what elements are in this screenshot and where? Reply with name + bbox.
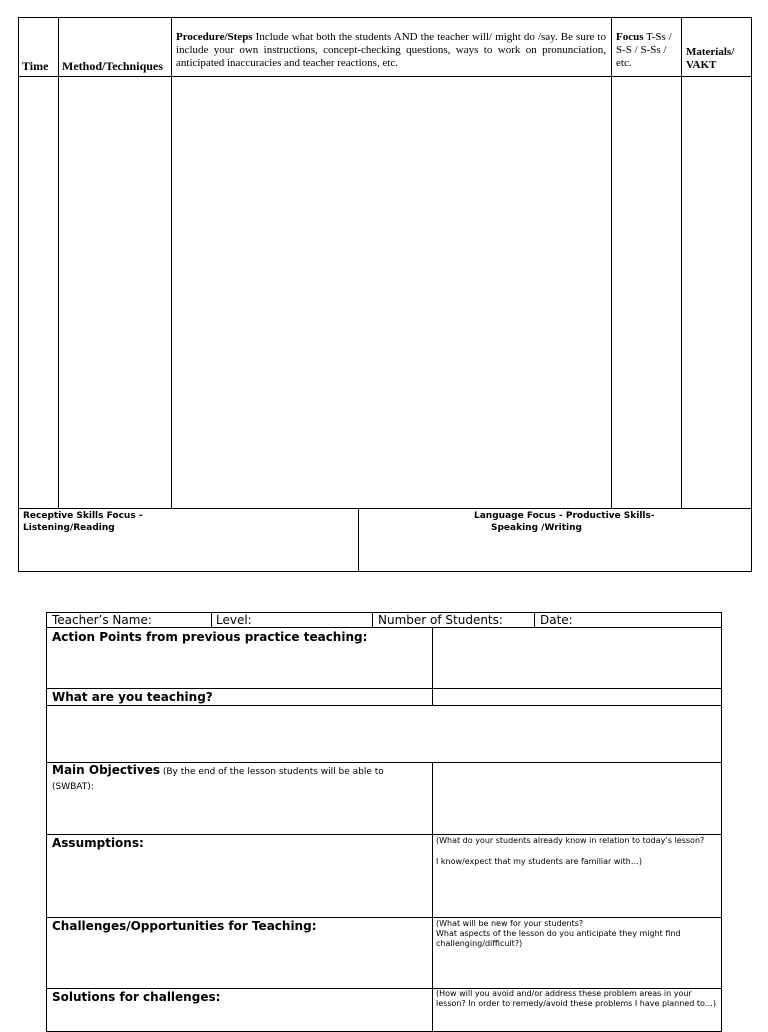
row-divider-3 [46, 705, 722, 706]
level-label: Level: [216, 613, 252, 627]
header-materials: Materials/ VAKT [686, 46, 735, 71]
challenges-label: Challenges/Opportunities for Teaching: [52, 919, 317, 933]
col-divider-focus [681, 17, 682, 508]
table-body-divider [18, 508, 752, 509]
date-label: Date: [540, 613, 573, 627]
header-time: Time [22, 59, 49, 73]
num-students-label: Number of Students: [378, 613, 503, 627]
header-procedure-desc: Include what both the students AND the teacher will/ might do /say. Be sure to include your own instructions, concept-checking questions, ways to work on pronunciation, anticipated inaccuracies and teacher reactions, etc. [176, 31, 606, 69]
teacher-name-label: Teacher’s Name: [52, 613, 152, 627]
col-divider-procedure [611, 17, 612, 508]
main-objectives-label: Main Objectives [52, 763, 160, 777]
col-divider-skills [358, 508, 359, 572]
header-method: Method/Techniques [62, 59, 163, 73]
head-divider-1 [211, 612, 212, 627]
challenges-note: (What will be new for your students? [436, 919, 584, 928]
header-procedure [176, 31, 606, 70]
language-focus-label-line1: Language Focus - Productive Skills- [474, 511, 655, 521]
main-objectives-note: (By the end of the lesson students will be able to (SWBAT): [52, 767, 384, 792]
mid-divider-a [432, 627, 433, 705]
header-focus-title: Focus [616, 31, 644, 43]
solutions-note: (How will you avoid and/or address these problem areas in your lesson? In order to remedy/avoid these problems I have planned to…) [436, 989, 716, 1008]
teacher-info-table [46, 612, 722, 1032]
assumptions-note-2: I know/expect that my students are familiar with…) [436, 857, 642, 866]
header-focus-desc: T-Ss / S-S / S-Ss / etc. [616, 31, 672, 69]
table-header-divider [18, 76, 752, 77]
row-divider-5 [46, 834, 722, 835]
header-procedure-title: Procedure/Steps [176, 31, 253, 43]
solutions-label: Solutions for challenges: [52, 990, 221, 1004]
header-focus [616, 31, 678, 70]
mid-divider-b [432, 762, 433, 1032]
assumptions-label: Assumptions: [52, 836, 144, 850]
challenges-note-2: What aspects of the lesson do you anticipate they might find challenging/difficult?) [436, 929, 681, 948]
receptive-skills-label: Receptive Skills Focus - Listening/Reading [23, 511, 143, 533]
assumptions-note: (What do your students already know in relation to today’s lesson? [436, 836, 705, 845]
row-divider-2 [46, 688, 722, 689]
language-focus-label-line2: Speaking /Writing [491, 523, 582, 533]
row-divider-1 [46, 627, 722, 628]
col-divider-method [171, 17, 172, 508]
head-divider-3 [534, 612, 535, 627]
main-objectives-cell [52, 764, 422, 794]
head-divider-2 [372, 612, 373, 627]
row-divider-6 [46, 917, 722, 918]
what-teaching-label: What are you teaching? [52, 690, 213, 704]
lesson-procedure-table [18, 17, 752, 572]
action-points-label: Action Points from previous practice teaching: [52, 630, 368, 644]
col-divider-time [58, 17, 59, 508]
